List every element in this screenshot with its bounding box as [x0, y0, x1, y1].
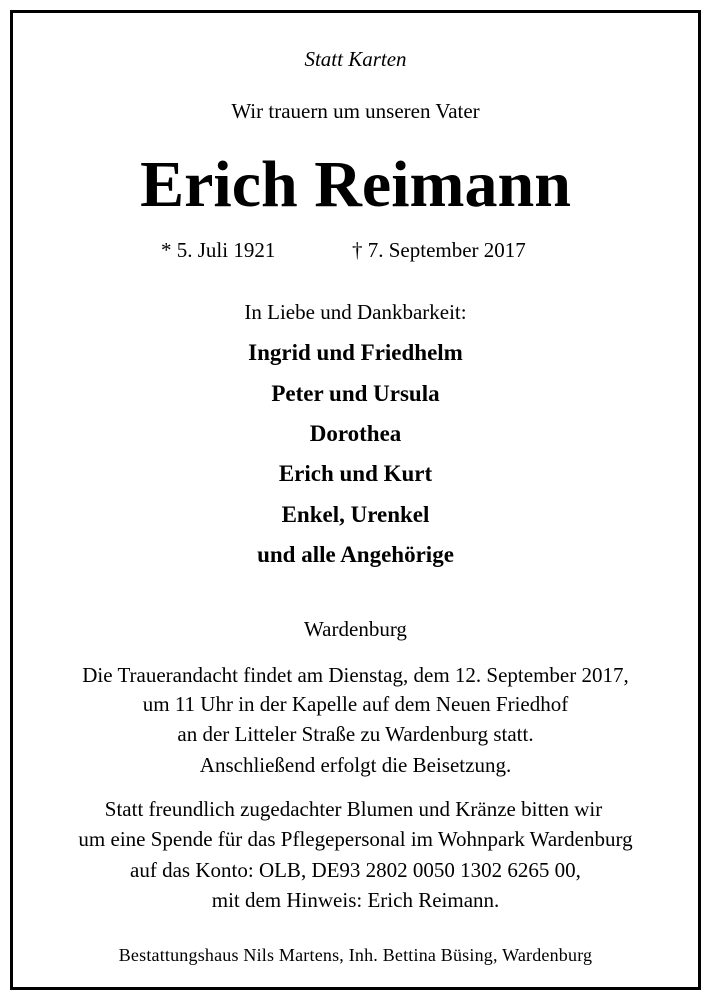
deceased-name: Erich Reimann: [140, 148, 571, 221]
place-name: Wardenburg: [304, 617, 407, 641]
mourner-line: Peter und Ursula: [271, 381, 440, 406]
mourner-line: und alle Angehörige: [257, 542, 454, 567]
death-date: † 7. September 2017: [352, 238, 526, 262]
birth-date: * 5. Juli 1921: [161, 238, 276, 262]
mourner-line: Ingrid und Friedhelm: [248, 340, 463, 365]
mourner-line: Enkel, Urenkel: [281, 502, 430, 527]
notice-header: Statt Karten: [304, 47, 407, 71]
notice-intro: Wir trauern um unseren Vater: [231, 99, 480, 123]
mourners-intro: In Liebe und Dankbarkeit:: [244, 300, 467, 324]
undertaker-line: Bestattungshaus Nils Martens, Inh. Bettina Büsing, Wardenburg: [118, 945, 593, 965]
donation-line: Statt freundlich zugedachter Blumen und Kränze bitten wir: [104, 797, 603, 821]
mourner-line: Erich und Kurt: [278, 461, 433, 486]
service-line: an der Litteler Straße zu Wardenburg statt.: [177, 722, 534, 746]
donation-line: um eine Spende für das Pflegepersonal im Wohnpark Wardenburg: [78, 827, 633, 851]
donation-line: auf das Konto: OLB, DE93 2802 0050 1302 6265 00,: [130, 858, 581, 882]
mourner-line: Dorothea: [309, 421, 402, 446]
donation-line: mit dem Hinweis: Erich Reimann.: [211, 888, 500, 912]
life-dates: [0, 238, 711, 268]
service-line: um 11 Uhr in der Kapelle auf dem Neuen Friedhof: [142, 692, 569, 716]
service-line: Die Trauerandacht findet am Dienstag, dem 12. September 2017,: [82, 663, 629, 687]
service-line: Anschließend erfolgt die Beisetzung.: [199, 753, 512, 777]
